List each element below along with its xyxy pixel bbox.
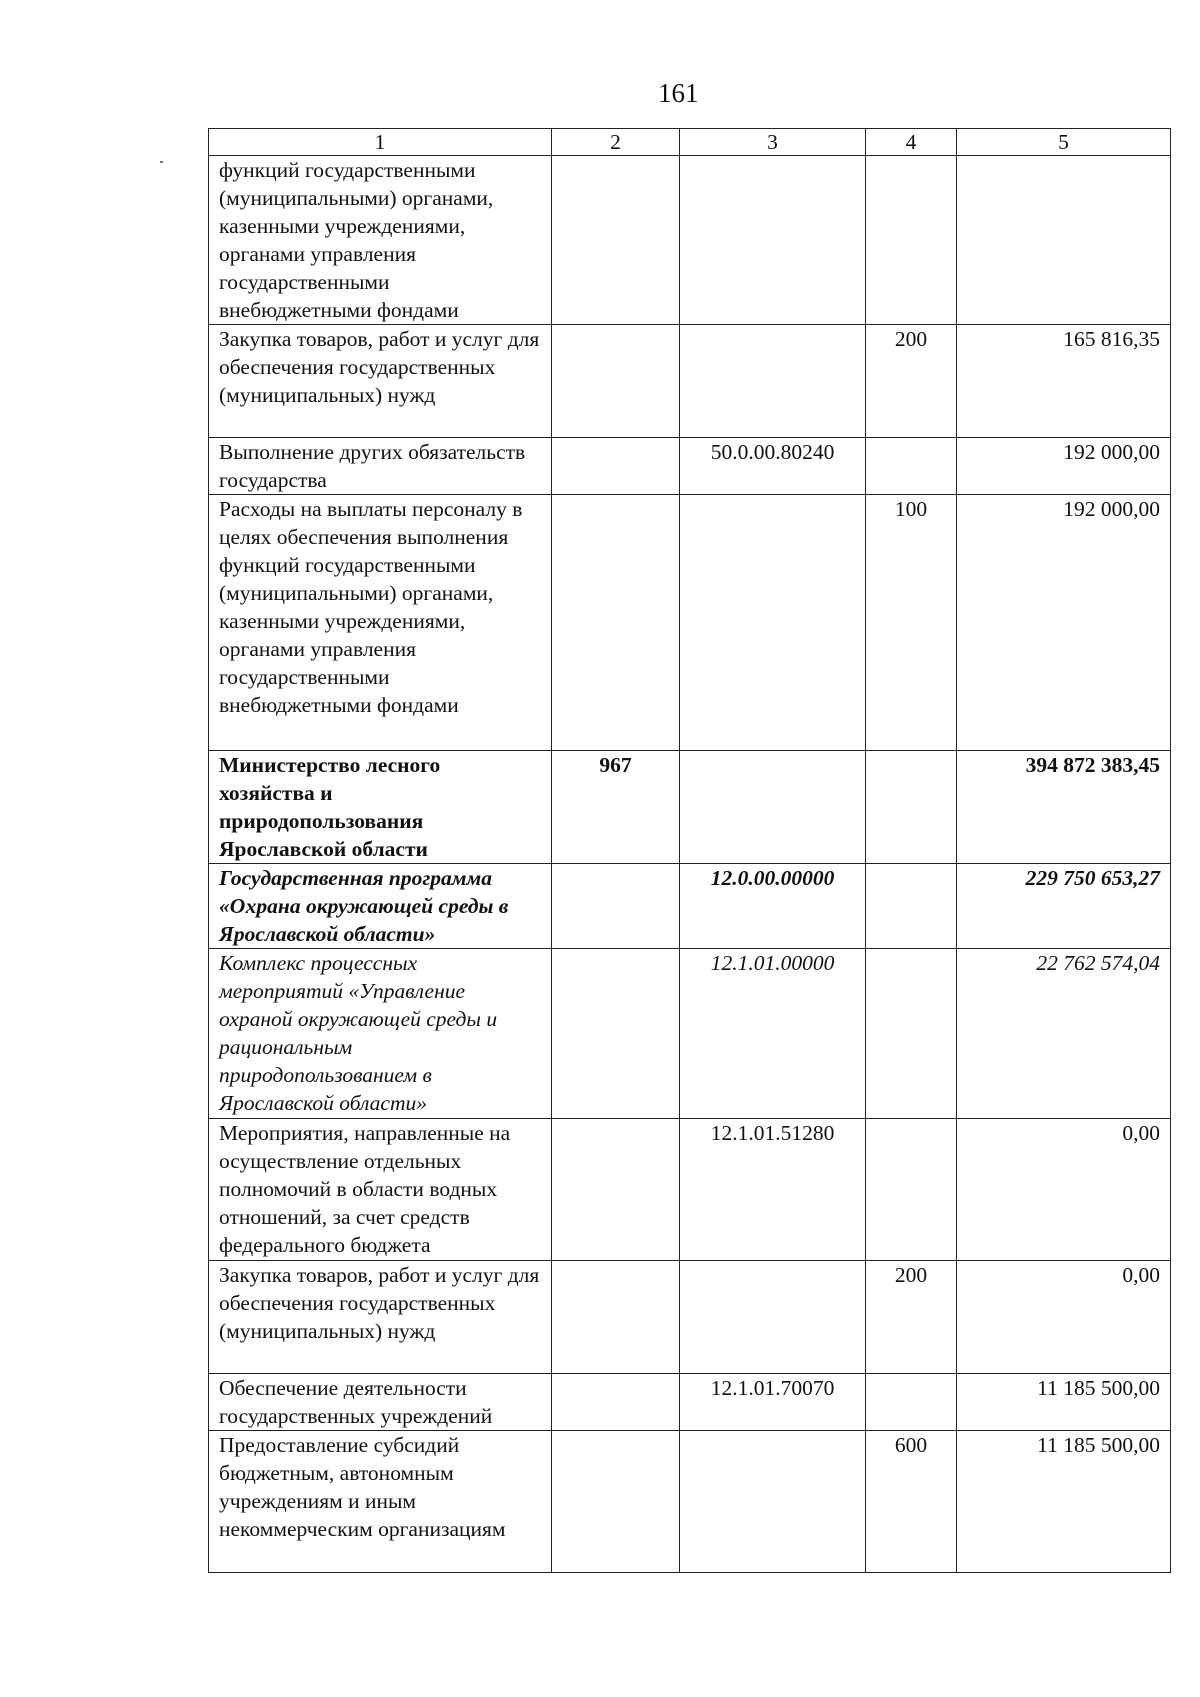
row-name: Министерство лесного хозяйства и природопользования Ярославской области xyxy=(209,751,552,864)
row-vr xyxy=(866,1119,957,1261)
table-row xyxy=(209,1119,1171,1261)
header-row xyxy=(209,129,1171,156)
row-name: функций государственными (муниципальными) органами, казенными учреждениями, органами управления государственными внебюджетными фондами xyxy=(209,156,552,325)
row-sum: 192 000,00 xyxy=(957,438,1171,495)
budget-table xyxy=(208,128,1171,1573)
table-row xyxy=(209,495,1171,751)
row-name: Расходы на выплаты персоналу в целях обеспечения выполнения функций государственными (муниципальными) органами, казенными учреждениями, органами управления государственными внебюджетными фондами xyxy=(209,495,552,751)
row-name: Выполнение других обязательств государства xyxy=(209,438,552,495)
row-sum: 0,00 xyxy=(957,1261,1171,1374)
row-grbs xyxy=(552,495,680,751)
row-vr: 600 xyxy=(866,1431,957,1573)
row-sum: 0,00 xyxy=(957,1119,1171,1261)
table-row xyxy=(209,1431,1171,1573)
row-csr: 12.1.01.70070 xyxy=(680,1374,866,1431)
row-name: Мероприятия, направленные на осуществление отдельных полномочий в области водных отношений, за счет средств федерального бюджета xyxy=(209,1119,552,1261)
row-grbs xyxy=(552,949,680,1119)
row-grbs xyxy=(552,1119,680,1261)
row-name: Комплекс процессных мероприятий «Управление охраной окружающей среды и рациональным природопользованием в Ярославской области» xyxy=(209,949,552,1119)
row-sum: 11 185 500,00 xyxy=(957,1374,1171,1431)
row-vr xyxy=(866,156,957,325)
row-vr xyxy=(866,864,957,949)
table-row xyxy=(209,1261,1171,1374)
row-csr: 50.0.00.80240 xyxy=(680,438,866,495)
table-row xyxy=(209,156,1171,325)
row-vr xyxy=(866,751,957,864)
row-sum: 394 872 383,45 xyxy=(957,751,1171,864)
table-row xyxy=(209,325,1171,438)
row-vr xyxy=(866,949,957,1119)
row-name: Закупка товаров, работ и услуг для обеспечения государственных (муниципальных) нужд xyxy=(209,1261,552,1374)
page-number: 161 xyxy=(658,78,699,108)
header-col-2: 2 xyxy=(552,129,680,156)
row-grbs xyxy=(552,438,680,495)
row-sum: 22 762 574,04 xyxy=(957,949,1171,1119)
row-grbs xyxy=(552,325,680,438)
row-csr xyxy=(680,156,866,325)
row-grbs xyxy=(552,156,680,325)
header-col-1: 1 xyxy=(209,129,552,156)
row-name: Государственная программа «Охрана окружающей среды в Ярославской области» xyxy=(209,864,552,949)
row-sum: 165 816,35 xyxy=(957,325,1171,438)
row-sum: 229 750 653,27 xyxy=(957,864,1171,949)
row-vr xyxy=(866,1374,957,1431)
row-sum: 192 000,00 xyxy=(957,495,1171,751)
row-vr: 200 xyxy=(866,325,957,438)
row-vr: 200 xyxy=(866,1261,957,1374)
header-col-4: 4 xyxy=(866,129,957,156)
row-csr xyxy=(680,751,866,864)
row-vr xyxy=(866,438,957,495)
row-name: Закупка товаров, работ и услуг для обеспечения государственных (муниципальных) нужд xyxy=(209,325,552,438)
row-grbs: 967 xyxy=(552,751,680,864)
header-col-3: 3 xyxy=(680,129,866,156)
row-grbs xyxy=(552,864,680,949)
row-csr xyxy=(680,1261,866,1374)
table-row xyxy=(209,1374,1171,1431)
row-grbs xyxy=(552,1261,680,1374)
row-csr: 12.1.01.00000 xyxy=(680,949,866,1119)
scan-speck xyxy=(160,161,163,163)
table-row-complex xyxy=(209,949,1171,1119)
row-csr: 12.0.00.00000 xyxy=(680,864,866,949)
row-sum xyxy=(957,156,1171,325)
table-body xyxy=(209,156,1171,1573)
row-grbs xyxy=(552,1374,680,1431)
row-csr xyxy=(680,325,866,438)
table-row-ministry xyxy=(209,751,1171,864)
row-sum: 11 185 500,00 xyxy=(957,1431,1171,1573)
table-row xyxy=(209,438,1171,495)
header-col-5: 5 xyxy=(957,129,1171,156)
row-vr: 100 xyxy=(866,495,957,751)
row-csr: 12.1.01.51280 xyxy=(680,1119,866,1261)
table-row-program xyxy=(209,864,1171,949)
row-name: Предоставление субсидий бюджетным, автономным учреждениям и иным некоммерческим организациям xyxy=(209,1431,552,1573)
row-csr xyxy=(680,495,866,751)
row-name: Обеспечение деятельности государственных учреждений xyxy=(209,1374,552,1431)
row-csr xyxy=(680,1431,866,1573)
row-grbs xyxy=(552,1431,680,1573)
